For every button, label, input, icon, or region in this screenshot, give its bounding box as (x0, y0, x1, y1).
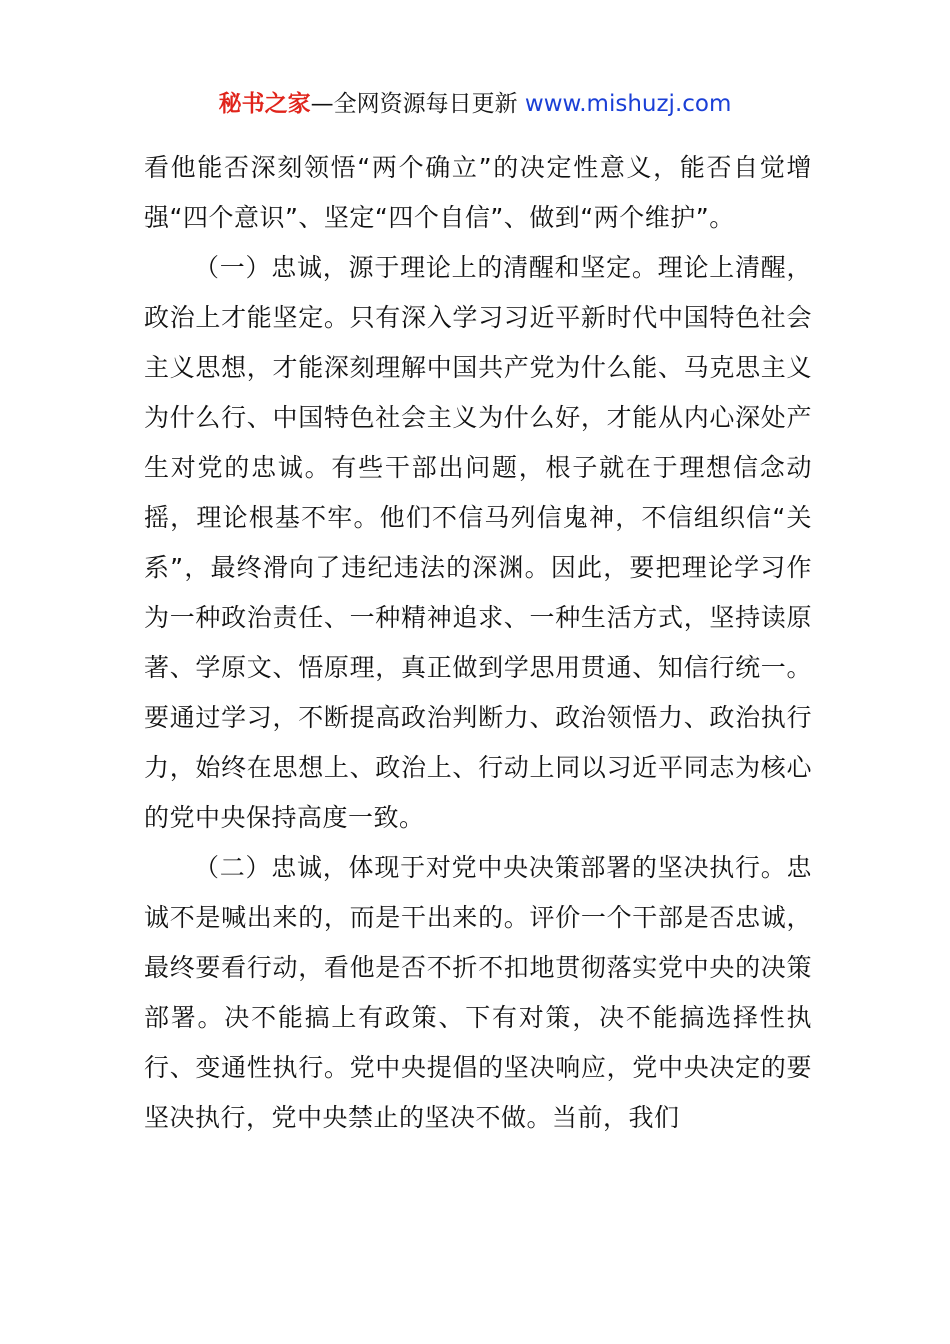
paragraph-section-1: （一）忠诚，源于理论上的清醒和坚定。理论上清醒，政治上才能坚定。只有深入学习习近平新时代中国特色社会主义思想，才能深刻理解中国共产党为什么能、马克思主义为什么行、中国特色社会主义为什么好，才能从内心深处产生对党的忠诚。有些干部出问题，根子就在于理想信念动摇，理论根基不牢。他们不信马列信鬼神，不信组织信“关系”，最终滑向了违纪违法的深渊。因此，要把理论学习作为一种政治责任、一种精神追求、一种生活方式，坚持读原著、学原文、悟原理，真正做到学思用贯通、知信行统一。要通过学习，不断提高政治判断力、政治领悟力、政治执行力，始终在思想上、政治上、行动上同以习近平同志为核心的党中央保持高度一致。 (144, 253, 812, 832)
site-brand: 秘书之家 (218, 91, 311, 117)
site-tagline: —全网资源每日更新 (310, 91, 518, 117)
paragraph-section-2: （二）忠诚，体现于对党中央决策部署的坚决执行。忠诚不是喊出来的，而是干出来的。评价一个干部是否忠诚，最终要看行动，看他是否不折不扣地贯彻落实党中央的决策部署。决不能搞上有政策、下有对策，决不能搞选择性执行、变通性执行。党中央提倡的坚决响应，党中央决定的要坚决执行，党中央禁止的坚决不做。当前，我们 (144, 853, 812, 1132)
paragraph-continuation: 看他能否深刻领悟“两个确立”的决定性意义，能否自觉增强“四个意识”、坚定“四个自信”、做到“两个维护”。 (144, 153, 812, 232)
document-body (144, 143, 812, 1143)
site-url-link[interactable]: www.mishuzj.com (524, 91, 732, 117)
site-header (0, 88, 950, 120)
